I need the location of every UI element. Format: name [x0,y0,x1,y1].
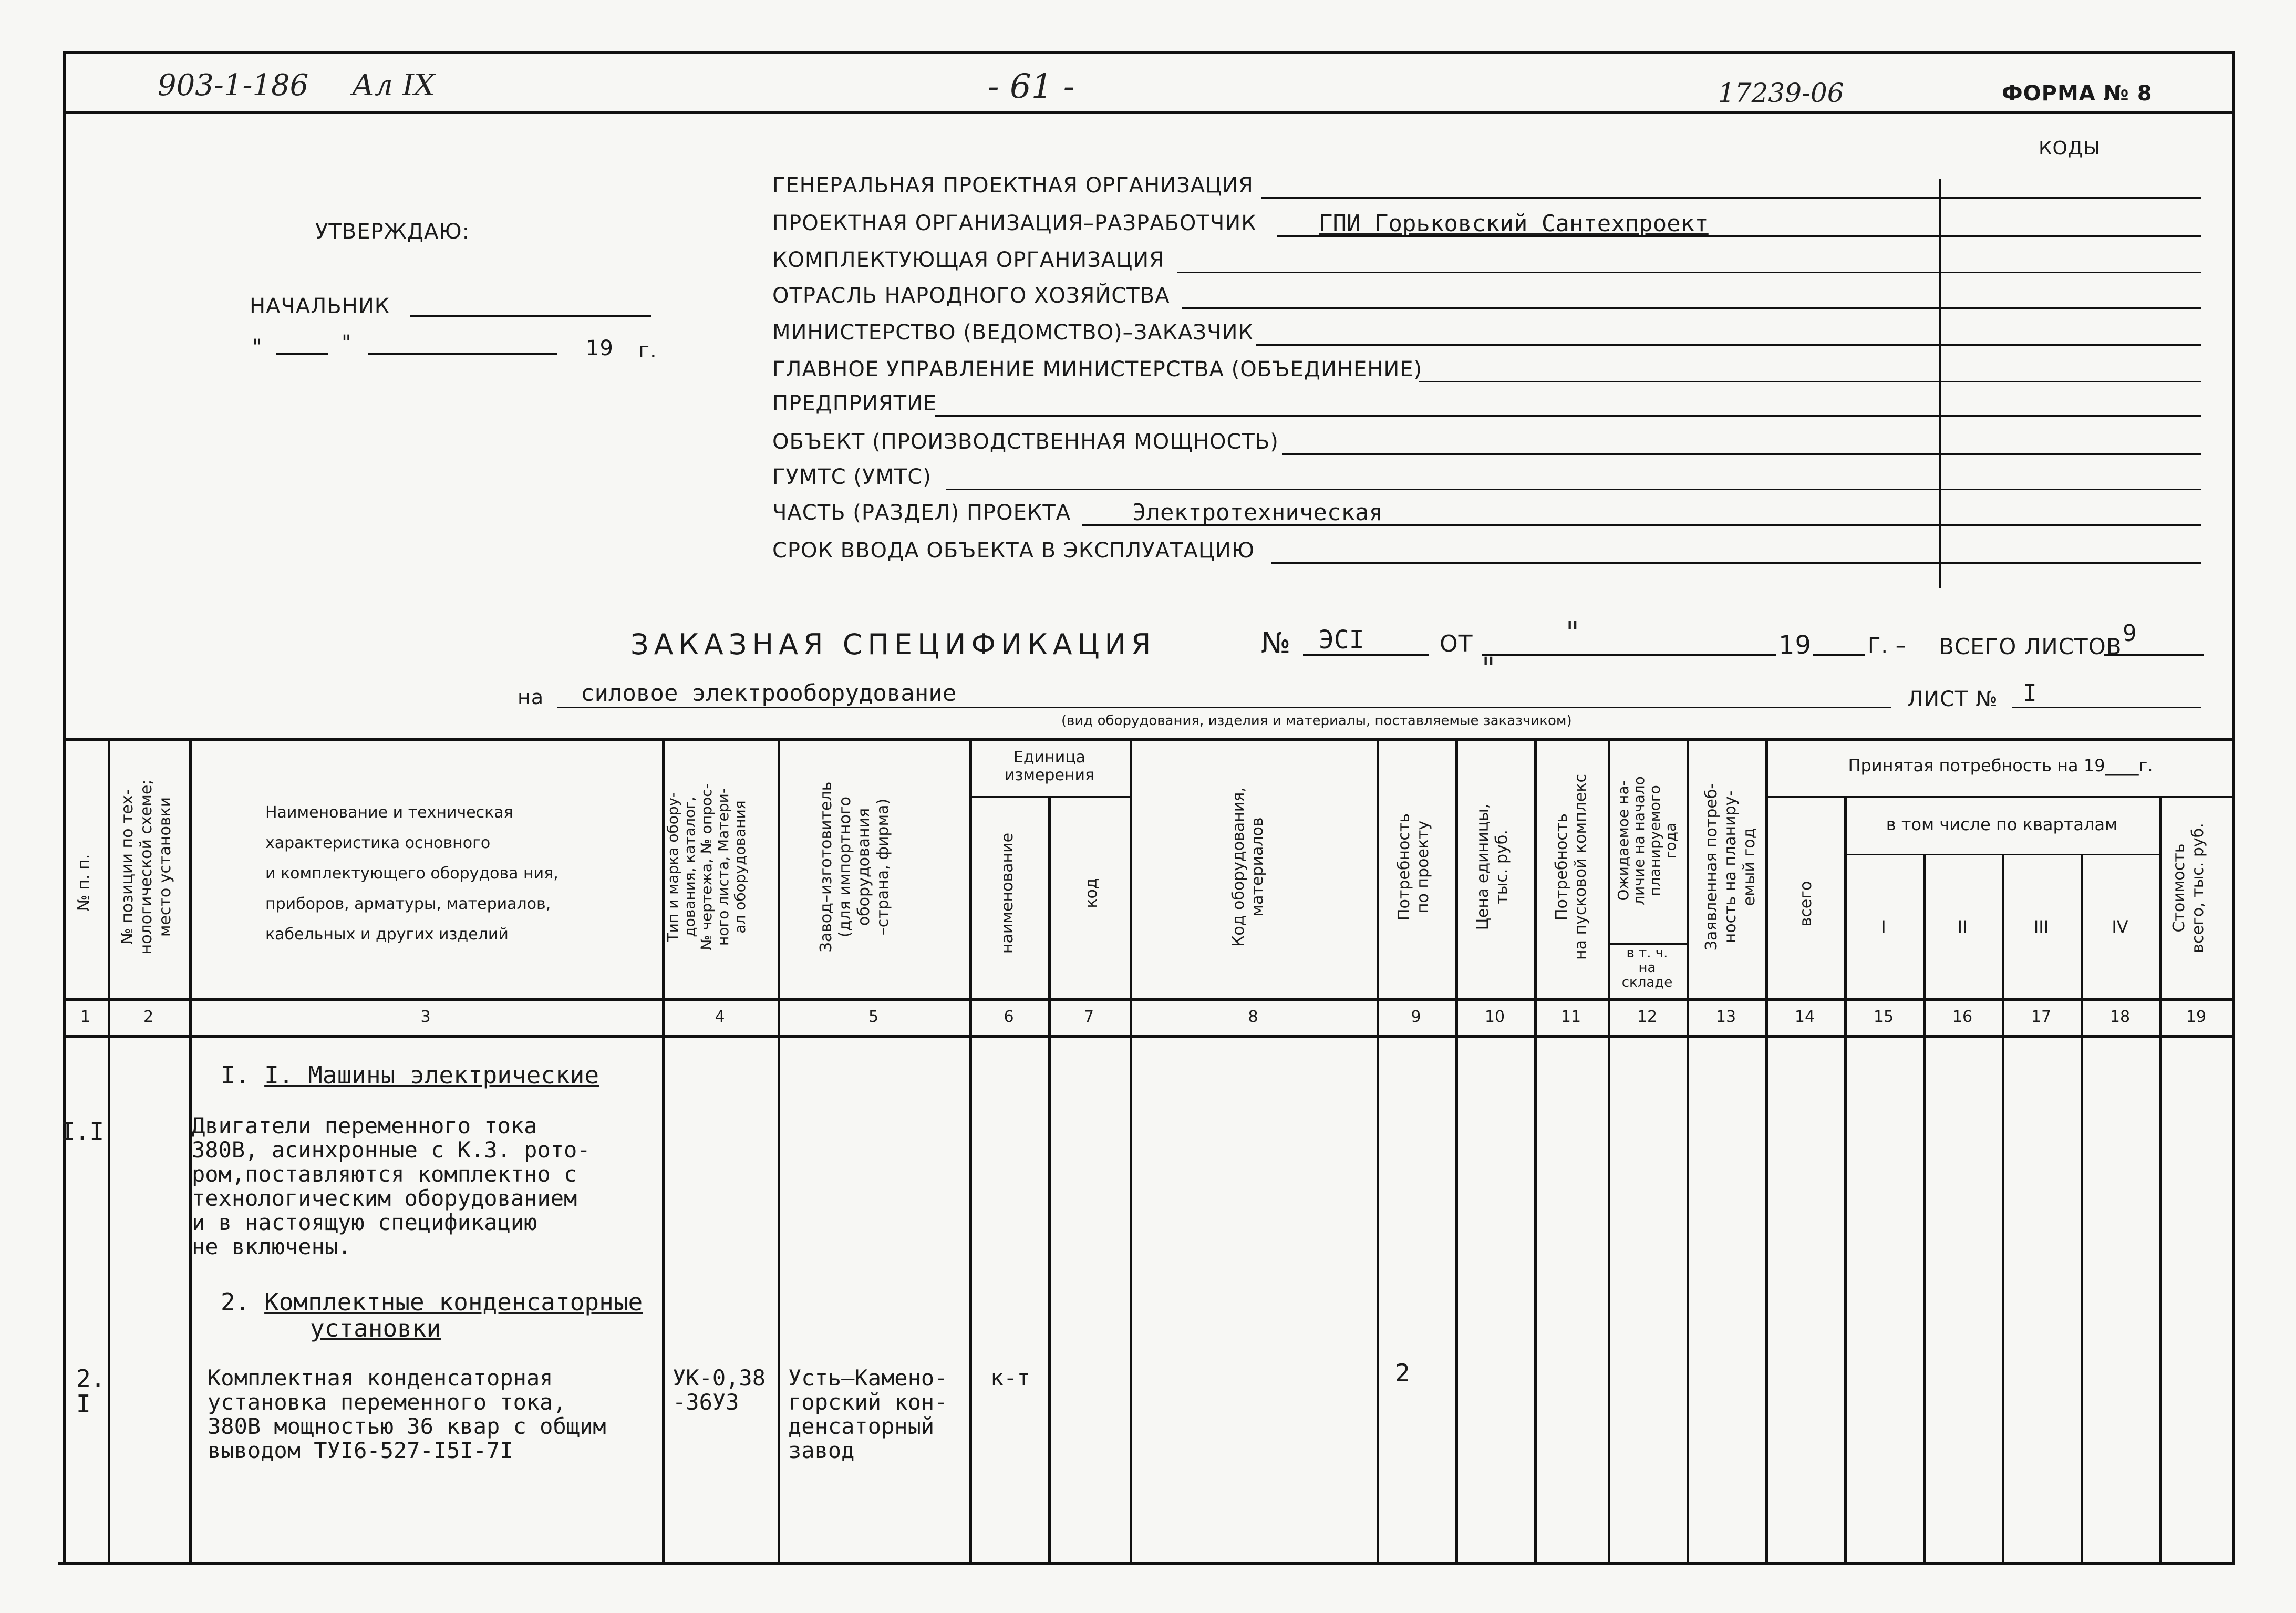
quarter-1: I [1881,917,1886,937]
day-line [276,353,328,355]
spec-year-label: 19 [1778,630,1812,660]
spec-sheet-value: I [2023,680,2037,707]
table-top-border [63,738,2235,741]
org-label-gumts: ГУМТС (УМТС) [772,465,932,489]
org-label-main-directorate: ГЛАВНОЕ УПРАВЛЕНИЕ МИНИСТЕРСТВА (ОБЪЕДИНЕНИЕ) [772,357,1423,381]
quarter-2: II [1957,917,1968,937]
item-2-1-type: УК-0,38 -36УЗ [673,1365,766,1415]
codes-divider [1939,179,1941,588]
unit-group-header: Единица измерения [1004,748,1095,784]
item-1-1-number: I.I [60,1117,105,1145]
section-2-title-line2: установки [310,1314,441,1342]
item-2-1-unit: к-т [990,1365,1030,1391]
col3-header: Наименование и техническая характеристика основного и комплектующего оборудова ния, приборов, арматуры, материалов, кабельных и других изделий [265,803,559,944]
page-number: - 61 - [988,67,1075,106]
series-number: 903-1-186 [158,68,309,102]
org-label-enterprise: ПРЕДПРИЯТИЕ [772,391,937,416]
quarter-4: IV [2112,917,2128,937]
item-2-1-quantity: 2 [1395,1359,1411,1387]
org-label-commission-date: СРОК ВВОДА ОБЪЕКТА В ЭКСПЛУАТАЦИЮ [772,539,1255,563]
org-value-developer: ГПИ Горьковский Сантехпроект [1319,210,1709,237]
org-label-developer: ПРОЕКТНАЯ ОРГАНИЗАЦИЯ–РАЗРАБОТЧИК [772,211,1257,235]
section-1-title: I. I. Машины электрические [221,1061,599,1089]
accepted-header: Принятая потребность на 19____г. [1848,756,2153,776]
org-label-industry: ОТРАСЛЬ НАРОДНОГО ХОЗЯЙСТВА [772,284,1170,308]
item-2-1-description: Комплектная конденсаторная установка переменного тока, 380В мощностью 36 квар с общим выводом ТУI6-527-I5I-7I [208,1365,606,1463]
org-label-ministry: МИНИСТЕРСТВО (ВЕДОМСТВО)–ЗАКАЗЧИК [772,320,1254,345]
spec-date-quote-open: " [1566,616,1579,650]
spec-na-label: на [518,686,544,709]
date-close-quote: " [342,331,352,355]
spec-title: ЗАКАЗНАЯ СПЕЦИФИКАЦИЯ [630,628,1156,661]
item-2-1-manufacturer: Усть–Камено- горский кон- денсаторный завод [788,1365,948,1463]
table-body-top [63,1035,2235,1038]
chief-label: НАЧАЛЬНИК [250,294,390,318]
form-number: ФОРМА № 8 [2002,81,2153,106]
col8-header: Код оборудования, материалов [1229,787,1267,947]
org-label-project-part: ЧАСТЬ (РАЗДЕЛ) ПРОЕКТА [772,501,1071,525]
item-2-1-number: 2. I [76,1364,106,1418]
spec-caption: (вид оборудования, изделия и материалы, поставляемые заказчиком) [1061,713,1572,729]
spec-date-quote-close: " [1482,652,1495,686]
col6-header: наименование [998,832,1017,954]
spec-from-label: ОТ [1440,630,1473,657]
album-label: Ал IX [352,68,435,102]
section-2-title: 2. Комплектные конденсаторные [221,1288,643,1316]
spec-total-label: ВСЕГО ЛИСТОВ [1939,634,2122,659]
col10-header: Цена единицы, тыс. руб. [1474,803,1511,930]
col9-header: Потребность по проекту [1395,813,1432,921]
month-line [368,353,557,355]
col1-header: № п. п. [75,854,93,912]
col12b-header: в т. ч. на складе [1621,945,1673,990]
org-label-supplier: КОМПЛЕКТУЮЩАЯ ОРГАНИЗАЦИЯ [772,248,1164,272]
table-number-row-top [63,998,2235,1001]
spec-sheet-label: ЛИСТ № [1907,687,1998,711]
year-suffix: г. [638,338,657,363]
col5-header: Завод–изготовитель (для импортного оборудования –страна, фирма) [817,781,892,953]
year-prefix: 19 [586,336,614,360]
spec-g-label: Г. – [1868,634,1907,658]
chief-signature-line [410,315,651,317]
col4-header: Тип и марка обору- дования, каталог, № чертежа, № опрос- ного листа, Матери- ал оборудования [664,783,749,950]
spec-na-value: силовое электрооборудование [581,680,957,707]
org-label-object: ОБЪЕКТ (ПРОИЗВОДСТВЕННАЯ МОЩНОСТЬ) [772,430,1279,454]
col7-header: код [1082,878,1101,908]
approve-title: УТВЕРЖДАЮ: [315,220,470,244]
col13-header: Заявленная потреб- ность на планиру- емый год [1702,783,1759,951]
spec-no-value: ЭСI [1319,625,1364,655]
org-value-project-part: Электротехническая [1132,499,1383,526]
col11-header: Потребность на пусковой комплекс [1553,774,1590,960]
date-open-quote: " [252,335,263,359]
col19-header: Стоимость всего, тыс. руб. [2170,823,2207,953]
quarter-3: III [2033,917,2049,937]
item-1-1-description: Двигатели переменного тока 380В, асинхронные с К.З. рото- ром,поставляются комплектно с технологическим оборудованием и в настоящую спецификацию не включены. [192,1113,591,1259]
col14-header: всего [1797,881,1815,927]
spec-total-value: 9 [2123,620,2137,647]
spec-no-label: № [1261,626,1291,659]
quarters-label: в том числе по кварталам [1886,814,2118,834]
codes-label: КОДЫ [2039,138,2101,159]
org-label-general: ГЕНЕРАЛЬНАЯ ПРОЕКТНАЯ ОРГАНИЗАЦИЯ [772,173,1254,198]
col2-header: № позиции по тех- нологической схеме; место установки [118,779,174,955]
table-bottom-border [58,1562,2235,1565]
registration-number: 17239-06 [1718,78,1844,108]
col12-header: Ожидаемое на- личие на начало планируемого года [1615,776,1679,905]
